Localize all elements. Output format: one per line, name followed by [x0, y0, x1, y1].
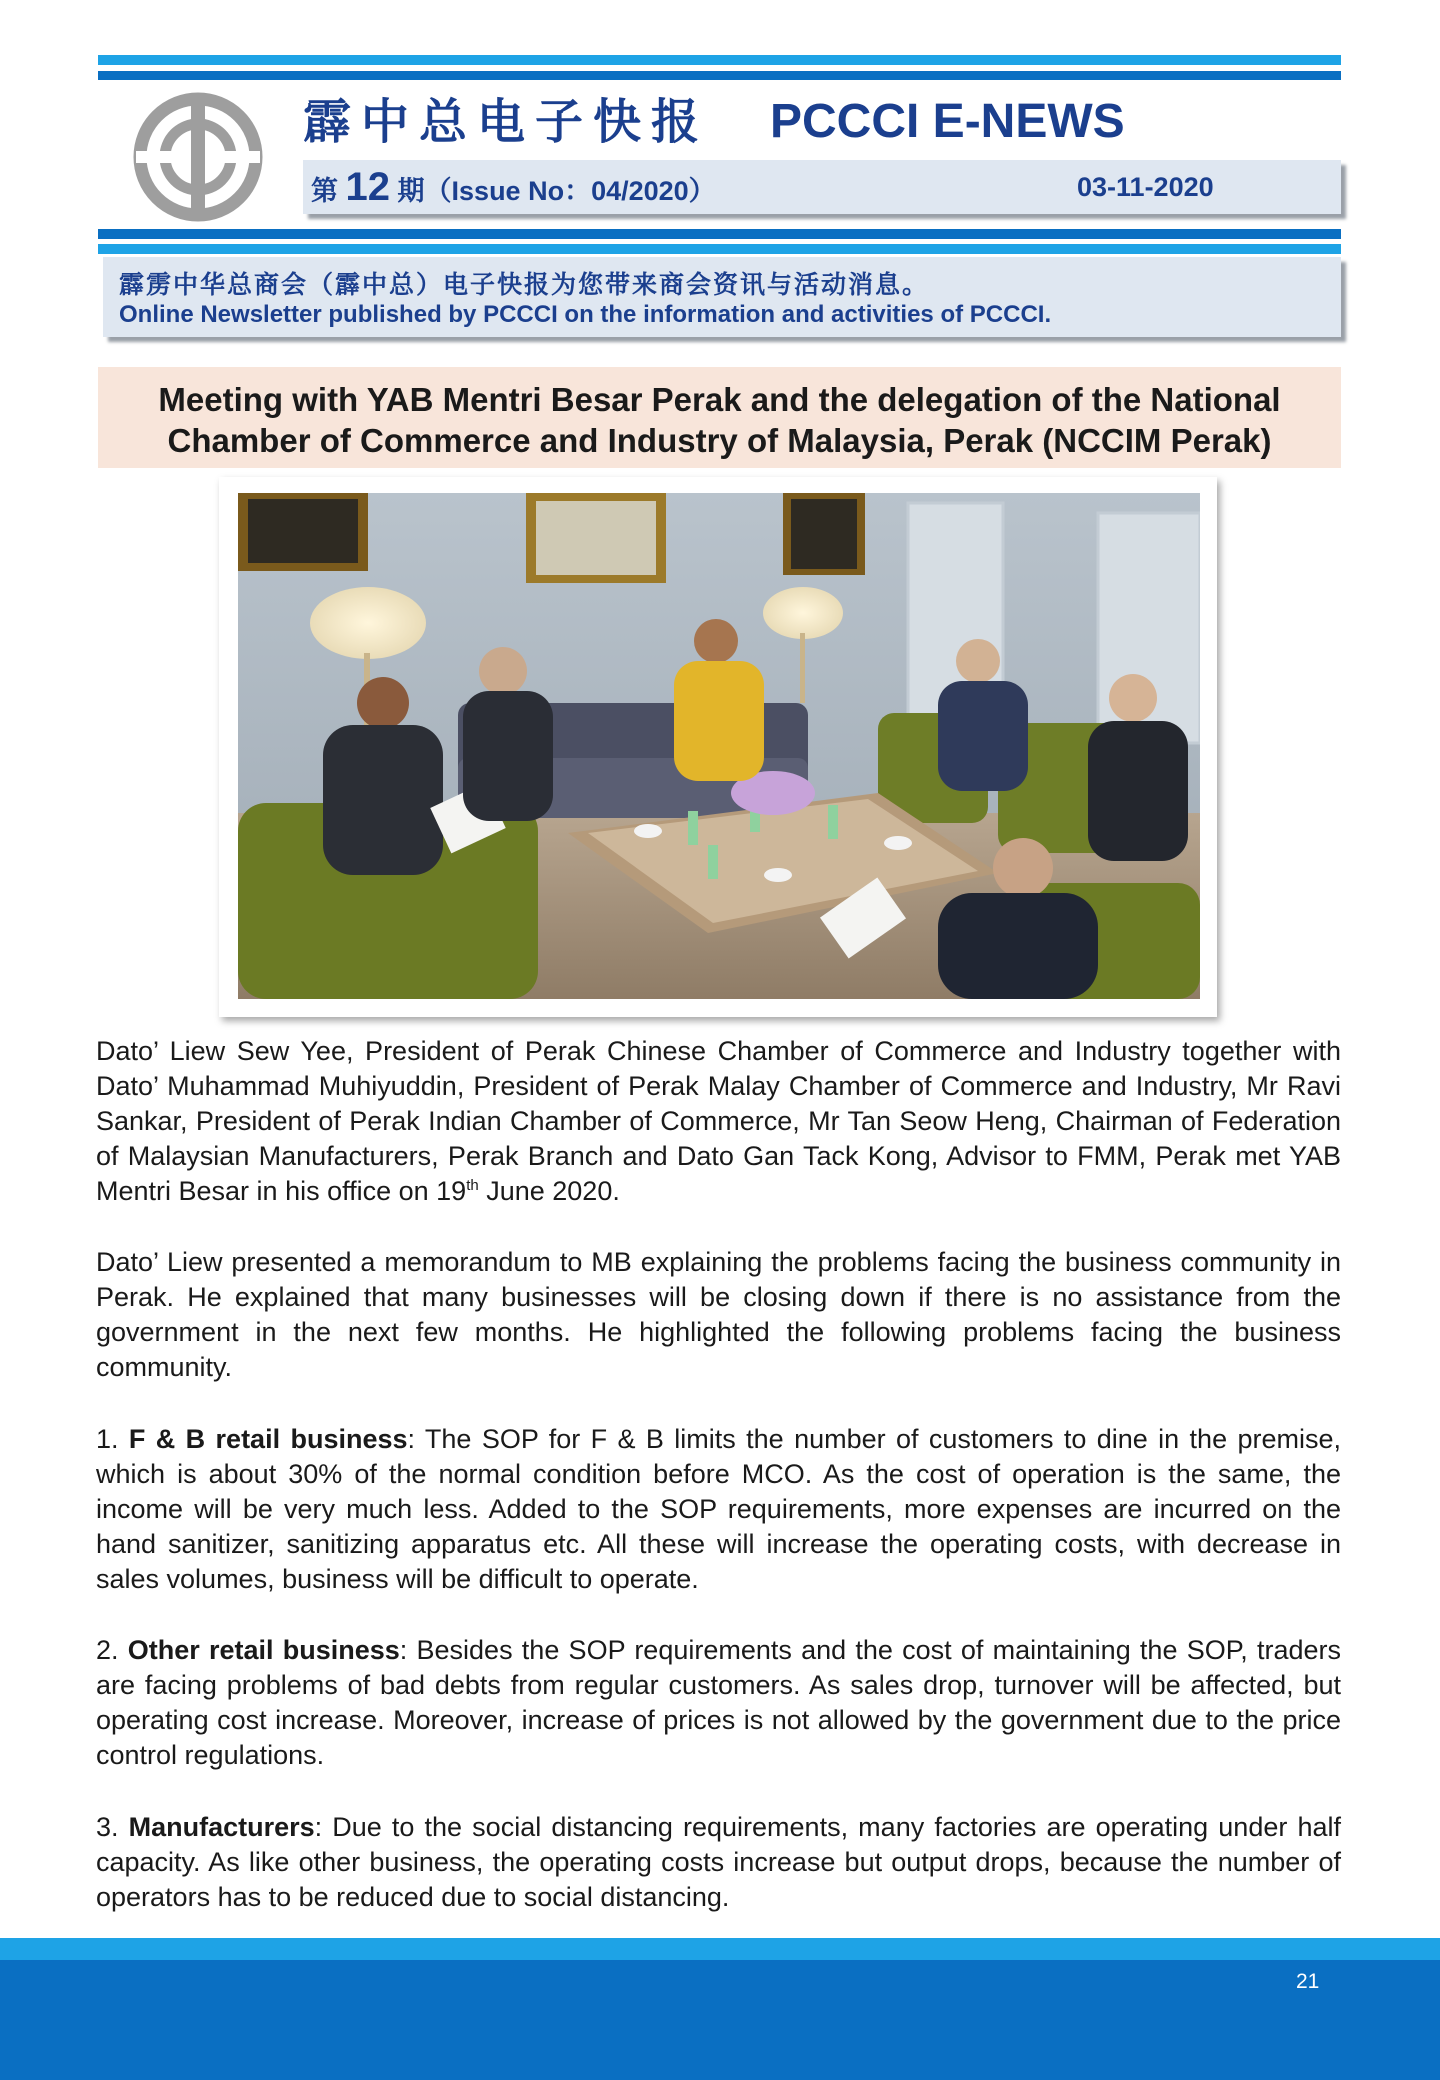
header-top-stripe: [98, 55, 1341, 65]
issue-label: [311, 160, 716, 214]
issue-number: 12: [345, 165, 391, 209]
header-bottom-stripe: [98, 244, 1341, 254]
footer-band: [0, 1960, 1440, 2080]
paragraph-text-end: June 2020.: [478, 1176, 620, 1206]
item-number: 2.: [96, 1635, 128, 1665]
footer-stripe: [0, 1938, 1440, 1960]
meeting-photo: [238, 493, 1200, 999]
headline-line-1: Meeting with YAB Mentri Besar Perak and the delegation of the National: [158, 381, 1281, 418]
headline-line-2: Chamber of Commerce and Industry of Malaysia, Perak (NCCIM Perak): [167, 422, 1272, 459]
item-number: 1.: [96, 1424, 129, 1454]
item-text: : Besides the SOP requirements and the cost of maintaining the SOP, traders are facing problems of bad debts from regular customers. As sales drop, turnover will be affected, but operating cost increase. Moreover, increase of prices is not allowed by the government due to the price control regulations.: [96, 1635, 1341, 1770]
photo-frame: [219, 477, 1217, 1017]
header-bottom-rule: [98, 229, 1341, 239]
item-label: F & B retail business: [128, 1424, 408, 1454]
ordinal-suffix: th: [466, 1177, 479, 1194]
intro-english: Online Newsletter published by PCCCI on the information and activities of PCCCI.: [119, 301, 1052, 328]
issue-suffix: 期（Issue No：04/2020）: [397, 176, 716, 206]
issue-prefix: 第: [311, 176, 338, 206]
item-label: Manufacturers: [128, 1812, 315, 1842]
item-text: : Due to the social distancing requirements, many factories are operating under half capacity. As like other business, the operating costs increase but output drops, because the number of operators has to be reduced due to social distancing.: [96, 1812, 1341, 1912]
pccci-logo: [126, 90, 270, 224]
article-headline: [98, 367, 1341, 461]
header-top-rule: [98, 71, 1341, 80]
problem-item: [96, 1810, 1341, 1915]
item-label: Other retail business: [127, 1635, 400, 1665]
problem-item: [96, 1633, 1341, 1773]
paragraph-text: Dato’ Liew presented a memorandum to MB explaining the problems facing the business community in Perak. He explained that many businesses will be closing down if there is no assistance from the government in the next few months. He highlighted the following problems facing the business community.: [96, 1247, 1341, 1382]
article-paragraph: [96, 1034, 1341, 1209]
newsletter-intro-box: [103, 257, 1341, 337]
headline-box: [98, 367, 1341, 468]
masthead-title-chinese: 霹中总电子快报: [303, 94, 710, 150]
issue-date: 03-11-2020: [1077, 172, 1214, 202]
masthead-title-english: PCCCI E-NEWS: [770, 95, 1125, 148]
item-number: 3.: [96, 1812, 129, 1842]
intro-chinese: 霹雳中华总商会（霹中总）电子快报为您带来商会资讯与活动消息。: [119, 270, 930, 299]
issue-info-bar: [303, 160, 1341, 214]
page-number: 21: [1296, 1970, 1320, 1993]
item-text: : The SOP for F & B limits the number of customers to dine in the premise, which is about 30% of the normal condition before MCO. As the cost of operation is the same, the income will be very much less. Added to the SOP requirements, more expenses are incurred on the hand sanitizer, sanitizing apparatus etc. All these will increase the operating costs, with decrease in sales volumes, business will be difficult to operate.: [96, 1424, 1341, 1594]
article-paragraph: [96, 1245, 1341, 1385]
paragraph-text: Dato’ Liew Sew Yee, President of Perak Chinese Chamber of Commerce and Industry together with Dato’ Muhammad Muhiyuddin, President of Perak Malay Chamber of Commerce and Industry, Mr Ravi Sankar, President of Perak Indian Chamber of Commerce, Mr Tan Seow Heng, Chairman of Federation of Malaysian Manufacturers, Perak Branch and Dato Gan Tack Kong, Advisor to FMM, Perak met YAB Mentri Besar in his office on 19: [96, 1036, 1341, 1206]
problem-item: [96, 1422, 1341, 1597]
